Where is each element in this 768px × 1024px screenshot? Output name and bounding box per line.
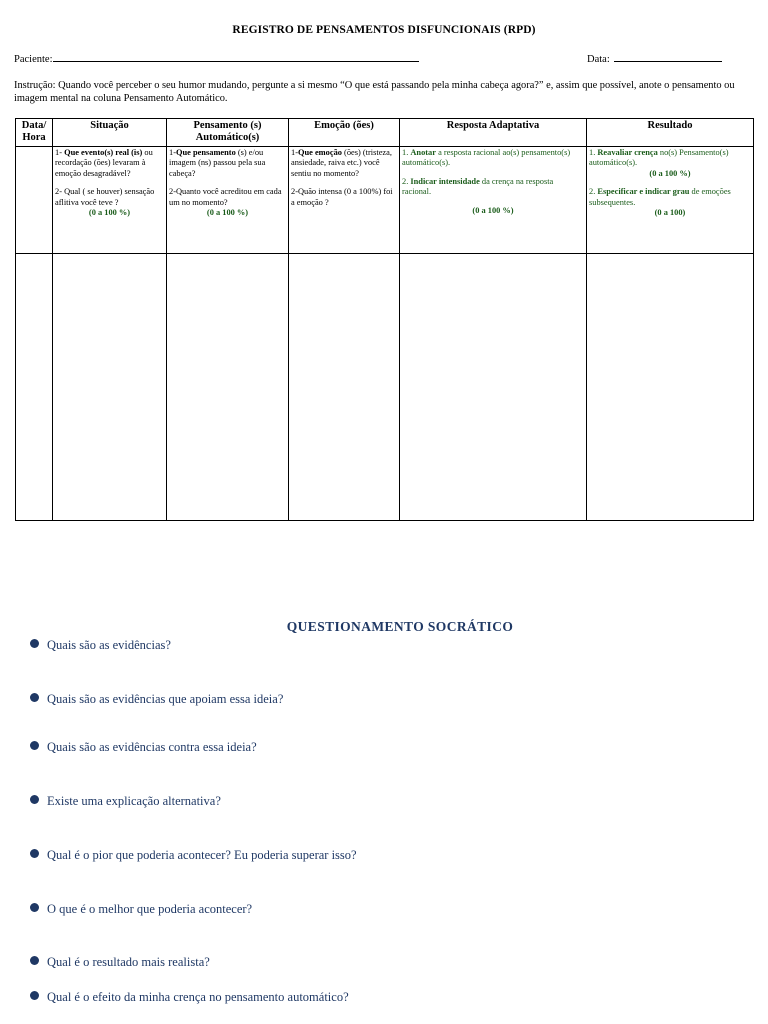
date-line[interactable]	[614, 52, 722, 62]
question-item: Quais são as evidências?	[30, 638, 171, 653]
patient-label: Paciente:	[14, 54, 53, 65]
date-field[interactable]	[587, 52, 722, 65]
entry-cell-resposta[interactable]	[400, 254, 587, 521]
cell-resultado-instr: 1. Reavaliar crença no(s) Pensamento(s) automático(s). (0 a 100 %) 2. Especificar e indicar grau de emoções subsequentes. (0 a 100)	[587, 147, 754, 254]
bullet-icon	[30, 693, 39, 702]
bullet-icon	[30, 903, 39, 912]
patient-line[interactable]	[53, 52, 419, 62]
bullet-icon	[30, 956, 39, 965]
question-item: Existe uma explicação alternativa?	[30, 794, 221, 809]
document-title: REGISTRO DE PENSAMENTOS DISFUNCIONAIS (RPD)	[232, 24, 536, 36]
header-resultado: Resultado	[587, 119, 754, 147]
entry-cell-pensamento[interactable]	[167, 254, 289, 521]
cell-situacao-instr: 1- Que evento(s) real (is) ou recordação (ões) levaram à emoção desagradável? 2- Qual ( se houver) sensação aflitiva você teve ? (0 a 100 %)	[53, 147, 167, 254]
bullet-icon	[30, 639, 39, 648]
bullet-icon	[30, 795, 39, 804]
header-emocao: Emoção (ões)	[289, 119, 400, 147]
instruction-text: Instrução: Quando você perceber o seu humor mudando, pergunte a si mesmo “O que está passando pela minha cabeça agora?” e, assim que possível, anote o pensamento ou imagem mental na coluna Pensamento Automático.	[14, 80, 735, 104]
question-item: Quais são as evidências que apoiam essa ideia?	[30, 692, 283, 707]
cell-resposta-instr: 1. Anotar a resposta racional ao(s) pensamento(s) automático(s). 2. Indicar intensidade da crença na resposta racional. (0 a 100 %)	[400, 147, 587, 254]
entry-row	[16, 254, 754, 521]
header-pensamento: Pensamento (s) Automático(s)	[167, 119, 289, 147]
patient-field[interactable]	[14, 52, 419, 65]
rpd-table	[15, 118, 754, 521]
bullet-icon	[30, 741, 39, 750]
entry-cell-resultado[interactable]	[587, 254, 754, 521]
header-resposta: Resposta Adaptativa	[400, 119, 587, 147]
question-item: Qual é o pior que poderia acontecer? Eu poderia superar isso?	[30, 848, 357, 863]
date-label: Data:	[587, 54, 610, 65]
entry-cell-data-hora[interactable]	[16, 254, 53, 521]
header-row	[16, 119, 754, 147]
header-data-hora: Data/ Hora	[16, 119, 53, 147]
question-item: Qual é o resultado mais realista?	[30, 955, 210, 970]
entry-cell-situacao[interactable]	[53, 254, 167, 521]
question-item: O que é o melhor que poderia acontecer?	[30, 902, 252, 917]
header-situacao: Situação	[53, 119, 167, 147]
question-item: Qual é o efeito da minha crença no pensamento automático?	[30, 990, 349, 1005]
cell-pensamento-instr: 1-Que pensamento (s) e/ou imagem (ns) passou pela sua cabeça? 2-Quanto você acreditou em cada um no momento? (0 a 100 %)	[167, 147, 289, 254]
cell-emocao-instr: 1-Que emoção (ões) (tristeza, ansiedade, raiva etc.) você sentiu no momento? 2-Quão intensa (0 a 100%) foi a emoção ?	[289, 147, 400, 254]
bullet-icon	[30, 991, 39, 1000]
entry-cell-emocao[interactable]	[289, 254, 400, 521]
question-item: Quais são as evidências contra essa ideia?	[30, 740, 257, 755]
socratic-title: QUESTIONAMENTO SOCRÁTICO	[286, 619, 514, 634]
cell-data-hora-instr	[16, 147, 53, 254]
bullet-icon	[30, 849, 39, 858]
instruction-row	[16, 147, 754, 254]
